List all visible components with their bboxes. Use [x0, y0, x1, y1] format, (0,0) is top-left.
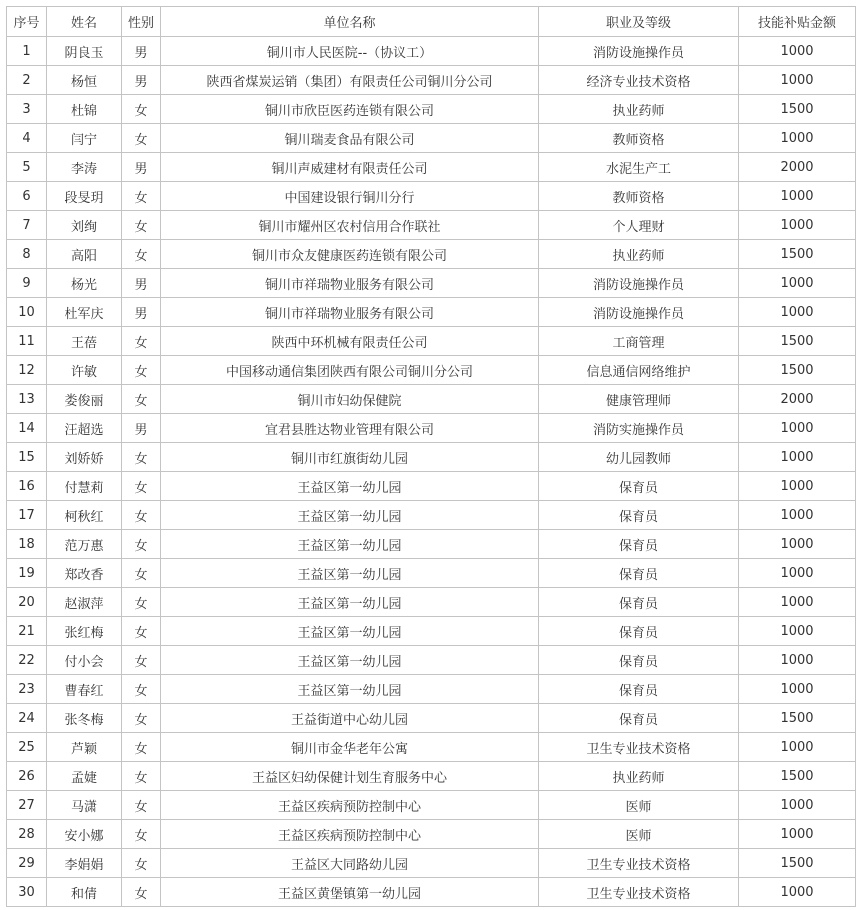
cell-subsidy: 2000 [739, 385, 856, 414]
cell-name: 王蓓 [47, 327, 122, 356]
cell-occupation: 消防设施操作员 [539, 37, 739, 66]
cell-employer: 王益区第一幼儿园 [161, 646, 539, 675]
cell-occupation: 执业药师 [539, 95, 739, 124]
cell-name: 汪超选 [47, 414, 122, 443]
cell-employer: 王益区第一幼儿园 [161, 588, 539, 617]
cell-employer: 铜川市妇幼保健院 [161, 385, 539, 414]
cell-subsidy: 1500 [739, 356, 856, 385]
table-row [7, 385, 856, 414]
cell-employer: 铜川市祥瑞物业服务有限公司 [161, 269, 539, 298]
table-row [7, 820, 856, 849]
cell-name: 范万惠 [47, 530, 122, 559]
cell-occupation: 卫生专业技术资格 [539, 878, 739, 907]
cell-index: 20 [7, 588, 47, 617]
cell-name: 刘娇娇 [47, 443, 122, 472]
table-row [7, 66, 856, 95]
cell-name: 付小会 [47, 646, 122, 675]
cell-occupation: 消防实施操作员 [539, 414, 739, 443]
cell-subsidy: 1000 [739, 530, 856, 559]
cell-subsidy: 1000 [739, 66, 856, 95]
cell-gender: 女 [122, 675, 161, 704]
cell-gender: 女 [122, 95, 161, 124]
cell-subsidy: 1000 [739, 559, 856, 588]
cell-index: 3 [7, 95, 47, 124]
cell-occupation: 健康管理师 [539, 385, 739, 414]
cell-employer: 中国移动通信集团陕西有限公司铜川分公司 [161, 356, 539, 385]
cell-occupation: 信息通信网络维护 [539, 356, 739, 385]
cell-subsidy: 1000 [739, 211, 856, 240]
cell-subsidy: 1500 [739, 240, 856, 269]
cell-employer: 陕西中环机械有限责任公司 [161, 327, 539, 356]
cell-subsidy: 1500 [739, 95, 856, 124]
cell-index: 26 [7, 762, 47, 791]
cell-employer: 铜川市欣臣医药连锁有限公司 [161, 95, 539, 124]
cell-index: 23 [7, 675, 47, 704]
cell-employer: 铜川市众友健康医药连锁有限公司 [161, 240, 539, 269]
cell-name: 阴良玉 [47, 37, 122, 66]
cell-gender: 女 [122, 385, 161, 414]
cell-name: 李涛 [47, 153, 122, 182]
table-row [7, 443, 856, 472]
header-name: 姓名 [47, 7, 122, 37]
cell-gender: 女 [122, 733, 161, 762]
table-row [7, 704, 856, 733]
cell-gender: 女 [122, 849, 161, 878]
table-row [7, 762, 856, 791]
cell-name: 段旻玥 [47, 182, 122, 211]
cell-gender: 女 [122, 124, 161, 153]
cell-employer: 铜川市耀州区农村信用合作联社 [161, 211, 539, 240]
table-row [7, 124, 856, 153]
cell-employer: 铜川市人民医院--（协议工） [161, 37, 539, 66]
cell-subsidy: 1000 [739, 588, 856, 617]
cell-name: 和倩 [47, 878, 122, 907]
table-row [7, 791, 856, 820]
cell-subsidy: 1000 [739, 733, 856, 762]
table-row [7, 849, 856, 878]
cell-employer: 王益区第一幼儿园 [161, 530, 539, 559]
cell-occupation: 消防设施操作员 [539, 269, 739, 298]
cell-occupation: 保育员 [539, 588, 739, 617]
header-subsidy: 技能补贴金额 [739, 7, 856, 37]
table-row [7, 501, 856, 530]
cell-gender: 男 [122, 153, 161, 182]
cell-index: 16 [7, 472, 47, 501]
cell-gender: 女 [122, 240, 161, 269]
cell-subsidy: 1000 [739, 443, 856, 472]
cell-occupation: 消防设施操作员 [539, 298, 739, 327]
cell-gender: 女 [122, 327, 161, 356]
cell-employer: 宜君县胜达物业管理有限公司 [161, 414, 539, 443]
cell-gender: 女 [122, 820, 161, 849]
table-row [7, 182, 856, 211]
cell-index: 18 [7, 530, 47, 559]
cell-subsidy: 1000 [739, 269, 856, 298]
cell-gender: 女 [122, 182, 161, 211]
cell-subsidy: 1500 [739, 849, 856, 878]
table-row [7, 588, 856, 617]
cell-employer: 王益区疾病预防控制中心 [161, 820, 539, 849]
cell-index: 13 [7, 385, 47, 414]
cell-employer: 铜川市祥瑞物业服务有限公司 [161, 298, 539, 327]
cell-index: 15 [7, 443, 47, 472]
table-row [7, 269, 856, 298]
cell-employer: 王益区第一幼儿园 [161, 617, 539, 646]
cell-index: 10 [7, 298, 47, 327]
cell-gender: 男 [122, 66, 161, 95]
table-row [7, 356, 856, 385]
cell-employer: 王益区第一幼儿园 [161, 675, 539, 704]
cell-occupation: 教师资格 [539, 124, 739, 153]
header-gender: 性别 [122, 7, 161, 37]
cell-gender: 男 [122, 298, 161, 327]
header-occupation: 职业及等级 [539, 7, 739, 37]
cell-index: 8 [7, 240, 47, 269]
cell-index: 9 [7, 269, 47, 298]
cell-subsidy: 1000 [739, 617, 856, 646]
cell-subsidy: 1000 [739, 472, 856, 501]
cell-employer: 王益区第一幼儿园 [161, 472, 539, 501]
cell-occupation: 工商管理 [539, 327, 739, 356]
cell-name: 李娟娟 [47, 849, 122, 878]
cell-gender: 男 [122, 414, 161, 443]
cell-subsidy: 1000 [739, 37, 856, 66]
cell-occupation: 执业药师 [539, 240, 739, 269]
cell-gender: 男 [122, 37, 161, 66]
cell-index: 24 [7, 704, 47, 733]
cell-occupation: 保育员 [539, 472, 739, 501]
cell-employer: 王益区疾病预防控制中心 [161, 791, 539, 820]
cell-name: 杨恒 [47, 66, 122, 95]
cell-name: 柯秋红 [47, 501, 122, 530]
cell-index: 22 [7, 646, 47, 675]
cell-subsidy: 1000 [739, 675, 856, 704]
cell-name: 孟婕 [47, 762, 122, 791]
header-row [7, 7, 856, 37]
cell-occupation: 卫生专业技术资格 [539, 849, 739, 878]
cell-name: 安小娜 [47, 820, 122, 849]
table-row [7, 327, 856, 356]
cell-index: 5 [7, 153, 47, 182]
cell-employer: 铜川市金华老年公寓 [161, 733, 539, 762]
cell-index: 7 [7, 211, 47, 240]
cell-gender: 女 [122, 472, 161, 501]
table-row [7, 414, 856, 443]
table-row [7, 675, 856, 704]
cell-name: 芦颖 [47, 733, 122, 762]
cell-subsidy: 1000 [739, 646, 856, 675]
table-row [7, 559, 856, 588]
cell-index: 11 [7, 327, 47, 356]
table-row [7, 95, 856, 124]
cell-employer: 王益区大同路幼儿园 [161, 849, 539, 878]
cell-name: 付慧莉 [47, 472, 122, 501]
cell-occupation: 保育员 [539, 617, 739, 646]
cell-subsidy: 1000 [739, 124, 856, 153]
cell-occupation: 水泥生产工 [539, 153, 739, 182]
cell-subsidy: 1500 [739, 327, 856, 356]
cell-employer: 王益区第一幼儿园 [161, 559, 539, 588]
cell-occupation: 保育员 [539, 559, 739, 588]
cell-name: 许敏 [47, 356, 122, 385]
cell-gender: 女 [122, 704, 161, 733]
cell-subsidy: 2000 [739, 153, 856, 182]
cell-gender: 男 [122, 269, 161, 298]
cell-name: 曹春红 [47, 675, 122, 704]
cell-occupation: 卫生专业技术资格 [539, 733, 739, 762]
table-row [7, 298, 856, 327]
header-index: 序号 [7, 7, 47, 37]
cell-gender: 女 [122, 762, 161, 791]
cell-subsidy: 1000 [739, 791, 856, 820]
cell-name: 高阳 [47, 240, 122, 269]
cell-gender: 女 [122, 646, 161, 675]
cell-gender: 女 [122, 356, 161, 385]
cell-subsidy: 1500 [739, 704, 856, 733]
cell-occupation: 执业药师 [539, 762, 739, 791]
cell-subsidy: 1500 [739, 762, 856, 791]
cell-employer: 铜川市红旗街幼儿园 [161, 443, 539, 472]
cell-name: 张冬梅 [47, 704, 122, 733]
cell-employer: 铜川瑞麦食品有限公司 [161, 124, 539, 153]
cell-index: 28 [7, 820, 47, 849]
cell-index: 17 [7, 501, 47, 530]
cell-occupation: 保育员 [539, 501, 739, 530]
table-row [7, 878, 856, 907]
cell-subsidy: 1000 [739, 182, 856, 211]
table-row [7, 153, 856, 182]
cell-occupation: 保育员 [539, 646, 739, 675]
table-row [7, 472, 856, 501]
cell-occupation: 经济专业技术资格 [539, 66, 739, 95]
table-row [7, 37, 856, 66]
cell-name: 杨光 [47, 269, 122, 298]
cell-occupation: 保育员 [539, 675, 739, 704]
table-row [7, 617, 856, 646]
table-row [7, 733, 856, 762]
cell-occupation: 保育员 [539, 530, 739, 559]
cell-index: 29 [7, 849, 47, 878]
cell-employer: 陕西省煤炭运销（集团）有限责任公司铜川分公司 [161, 66, 539, 95]
cell-gender: 女 [122, 211, 161, 240]
table-body [7, 37, 856, 907]
cell-index: 14 [7, 414, 47, 443]
cell-index: 2 [7, 66, 47, 95]
cell-name: 赵淑萍 [47, 588, 122, 617]
cell-index: 25 [7, 733, 47, 762]
cell-name: 张红梅 [47, 617, 122, 646]
cell-name: 娄俊丽 [47, 385, 122, 414]
header-employer: 单位名称 [161, 7, 539, 37]
cell-gender: 女 [122, 878, 161, 907]
cell-occupation: 教师资格 [539, 182, 739, 211]
cell-subsidy: 1000 [739, 820, 856, 849]
cell-employer: 王益区黄堡镇第一幼儿园 [161, 878, 539, 907]
cell-subsidy: 1000 [739, 298, 856, 327]
cell-index: 27 [7, 791, 47, 820]
cell-occupation: 幼儿园教师 [539, 443, 739, 472]
table-row [7, 240, 856, 269]
cell-index: 30 [7, 878, 47, 907]
cell-gender: 女 [122, 501, 161, 530]
cell-index: 21 [7, 617, 47, 646]
cell-gender: 女 [122, 791, 161, 820]
cell-occupation: 个人理财 [539, 211, 739, 240]
cell-index: 19 [7, 559, 47, 588]
cell-index: 6 [7, 182, 47, 211]
cell-employer: 王益区妇幼保健计划生育服务中心 [161, 762, 539, 791]
cell-name: 杜军庆 [47, 298, 122, 327]
cell-subsidy: 1000 [739, 878, 856, 907]
table-row [7, 211, 856, 240]
cell-gender: 女 [122, 443, 161, 472]
table-row [7, 646, 856, 675]
cell-name: 闫宁 [47, 124, 122, 153]
cell-gender: 女 [122, 530, 161, 559]
cell-index: 1 [7, 37, 47, 66]
cell-gender: 女 [122, 559, 161, 588]
cell-gender: 女 [122, 588, 161, 617]
cell-index: 4 [7, 124, 47, 153]
cell-employer: 王益区第一幼儿园 [161, 501, 539, 530]
cell-occupation: 保育员 [539, 704, 739, 733]
cell-name: 马潇 [47, 791, 122, 820]
cell-name: 刘绚 [47, 211, 122, 240]
cell-occupation: 医师 [539, 820, 739, 849]
cell-name: 郑改香 [47, 559, 122, 588]
cell-name: 杜锦 [47, 95, 122, 124]
cell-subsidy: 1000 [739, 414, 856, 443]
cell-employer: 中国建设银行铜川分行 [161, 182, 539, 211]
cell-index: 12 [7, 356, 47, 385]
cell-occupation: 医师 [539, 791, 739, 820]
cell-subsidy: 1000 [739, 501, 856, 530]
cell-employer: 铜川声威建材有限责任公司 [161, 153, 539, 182]
cell-employer: 王益街道中心幼儿园 [161, 704, 539, 733]
subsidy-table [6, 6, 856, 907]
cell-gender: 女 [122, 617, 161, 646]
table-row [7, 530, 856, 559]
